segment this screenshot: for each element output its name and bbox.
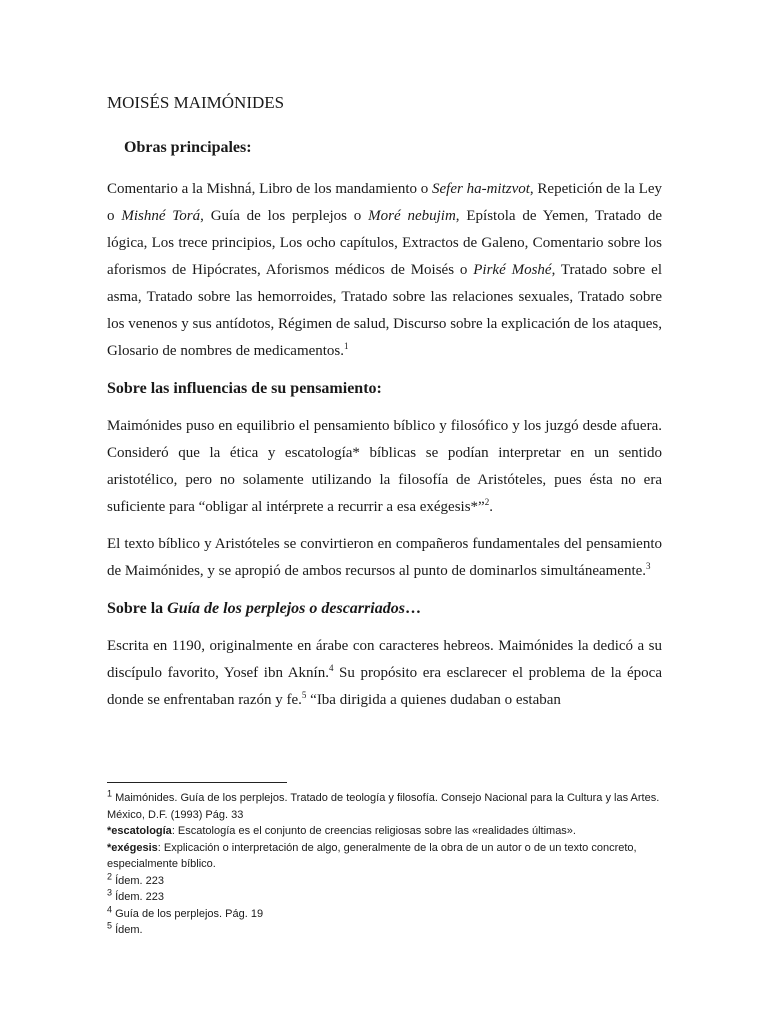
text-run: Escrita en 1190, originalmente en árabe con caracteres hebreos. Maimónides la dedicó a su discípulo favorito, Yosef ibn Aknín. <box>107 638 662 681</box>
footnote-3 <box>107 889 662 906</box>
footnote-term: *escatología <box>107 825 172 837</box>
text-run: , Repetición de la Ley o <box>107 181 662 224</box>
text-run: Su propósito era esclarecer el problema de la época donde se enfrentaban razón y fe. <box>107 665 662 708</box>
footnote-5 <box>107 922 662 939</box>
influences-paragraph-2 <box>107 531 662 585</box>
works-paragraph <box>107 176 662 365</box>
footnote-1 <box>107 790 662 823</box>
footnote-ref: 4 <box>328 663 334 673</box>
text-run: , Guía de los perplejos o <box>200 208 369 224</box>
footnote-text: : Explicación o interpretación de algo, generalmente de la obra de un autor o de un texto concreto, especialmente bíblico. <box>107 841 637 870</box>
footnote-term: *exégesis <box>107 841 158 854</box>
influences-paragraph-1 <box>107 413 662 521</box>
italic-title: Sefer ha-mitzvot <box>432 181 530 197</box>
italic-title: Moré nebujim <box>368 208 456 224</box>
footnote-mark: 4 <box>107 903 113 914</box>
footnote-2 <box>107 870 662 890</box>
footnote-text: Ídem. 223 <box>112 874 164 887</box>
italic-title: Mishné Torá <box>121 208 201 224</box>
footnote-exegesis <box>107 840 662 873</box>
section-heading-influences: Sobre las influencias de su pensamiento: <box>107 380 382 397</box>
italic-title: Pirké Moshé <box>473 262 552 278</box>
text-run: El texto bíblico y Aristóteles se convirtieron en compañeros fundamentales del pensamiento de Maimónides, y se apropió de ambos recursos al punto de dominarlos simultáneamente. <box>107 536 662 579</box>
main-content <box>107 86 662 714</box>
guide-paragraph <box>107 633 662 714</box>
heading-prefix: Sobre la <box>107 600 168 617</box>
text-run: , Tratado sobre el asma, Tratado sobre las hemorroides, Tratado sobre las relaciones sexuales, Tratado sobre los venenos y sus antídotos, Régimen de salud, Discurso sobre la explicación de los ataques, Glosario de nombres de medicamentos. <box>107 262 662 359</box>
footnote-text: Ídem. <box>112 924 143 936</box>
page-title: MOISÉS MAIMÓNIDES <box>107 93 285 112</box>
text-run: Comentario a la Mishná, Libro de los mandamiento o <box>107 181 433 197</box>
text-run: , Epístola de Yemen, Tratado de lógica, Los trece principios, Los ocho capítulos, Extractos de Galeno, Comentario sobre los aforismos de Hipócrates, Aforismos médicos de Moisés o <box>107 208 663 278</box>
footnotes <box>107 790 662 939</box>
footnote-mark: 5 <box>107 920 113 931</box>
heading-italic-title: Guía de los perplejos o descarriados <box>167 600 405 617</box>
footnote-ref: 1 <box>344 341 349 351</box>
section-heading-guide <box>107 595 662 623</box>
section-heading-works: Obras principales: <box>124 139 252 156</box>
text-run: Maimónides puso en equilibrio el pensamiento bíblico y filosófico y los juzgó desde afuera. Consideró que la ética y escatología* bíblicas se podían interpretar en un sentido aristotélico, pero no solamente utilizando la filosofía de Aristóteles, pues ésta no era suficiente para “obligar al intérprete a recurrir a esa exégesis*” <box>107 418 662 515</box>
heading-suffix: … <box>404 600 421 617</box>
footnote-text: : Escatología es el conjunto de creencias religiosas sobre las «realidades últimas». <box>171 825 576 837</box>
footnote-4 <box>107 903 662 923</box>
text-run: “Iba dirigida a quienes dudaban o estaban <box>306 692 561 708</box>
footnote-mark: 1 <box>107 788 113 799</box>
footnote-mark: 2 <box>107 870 113 881</box>
footnote-ref: 2 <box>484 497 490 507</box>
footnote-escatologia <box>107 823 662 840</box>
footnote-text: Ídem. 223 <box>112 891 164 903</box>
footnote-ref: 5 <box>301 690 307 700</box>
footnote-text: Maimónides. Guía de los perplejos. Tratado de teología y filosofía. Consejo Nacional para la Cultura y las Artes. México, D.F. (1993) Pág. 33 <box>107 792 660 821</box>
text-run: . <box>489 499 493 515</box>
footnote-ref: 3 <box>646 561 651 571</box>
footnote-separator <box>107 782 287 783</box>
footnote-mark: 3 <box>107 887 113 898</box>
footnote-text: Guía de los perplejos. Pág. 19 <box>112 907 264 920</box>
